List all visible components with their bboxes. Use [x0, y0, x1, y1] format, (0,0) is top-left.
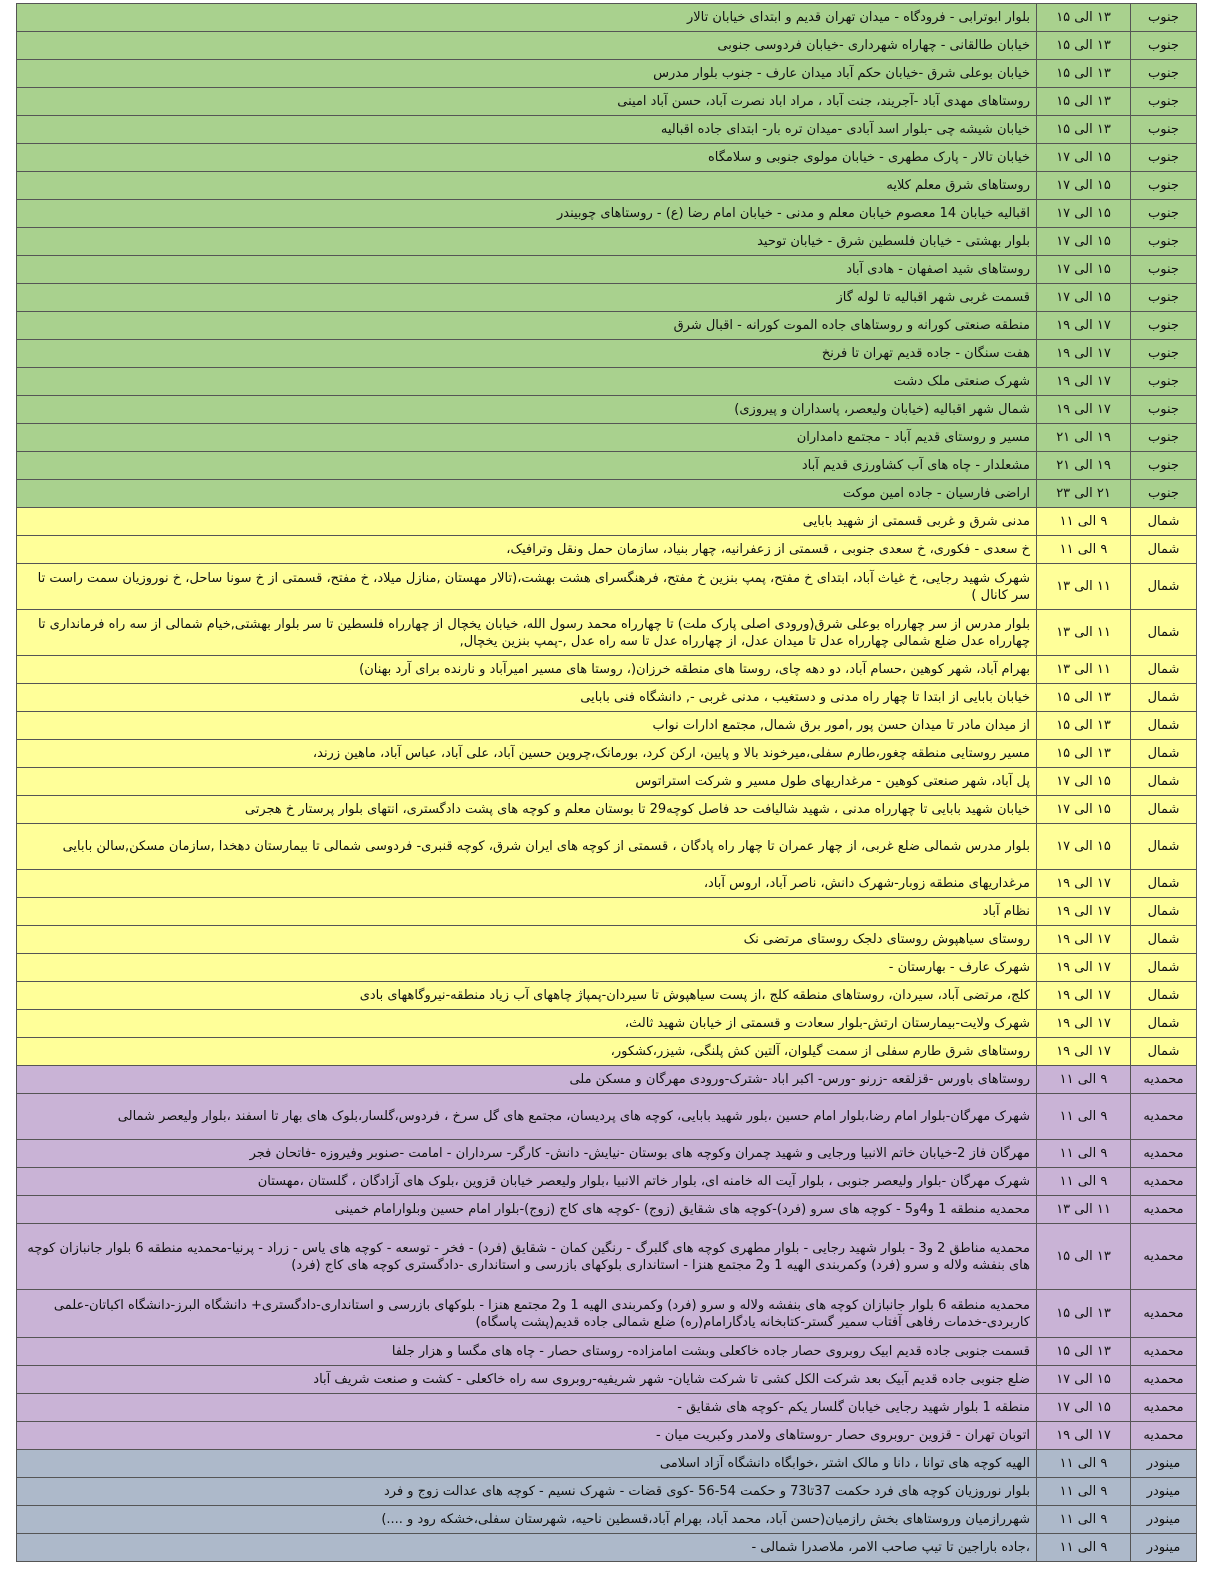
table-row	[17, 200, 1197, 228]
area-cell: شهرک عارف - بهارستان -	[17, 954, 1037, 982]
area-cell: محمدیه منطقه 1 و4و5 - کوچه های سرو (فرد)-کوچه های شقایق (زوج) -کوچه های کاج (زوج)-بلوار امام حسین وبلوارامام خمینی	[17, 1196, 1037, 1224]
time-cell: ۱۳ الی ۱۵	[1037, 60, 1131, 88]
time-cell: ۹ الی ۱۱	[1037, 1066, 1131, 1094]
time-cell: ۱۳ الی ۱۵	[1037, 88, 1131, 116]
area-cell: روستاهای شرق معلم کلایه	[17, 172, 1037, 200]
table-row	[17, 1224, 1197, 1290]
area-cell: قسمت غربی شهر اقبالیه تا لوله گاز	[17, 284, 1037, 312]
table-row	[17, 1366, 1197, 1394]
table-row	[17, 116, 1197, 144]
area-cell: ،جاده باراجین تا تیپ صاحب الامر، ملاصدرا شمالی -	[17, 1534, 1037, 1562]
table-row	[17, 1450, 1197, 1478]
region-cell: مینودر	[1131, 1478, 1197, 1506]
time-cell: ۹ الی ۱۱	[1037, 1478, 1131, 1506]
table-row	[17, 424, 1197, 452]
table-row	[17, 1196, 1197, 1224]
time-cell: ۱۵ الی ۱۷	[1037, 144, 1131, 172]
time-cell: ۱۷ الی ۱۹	[1037, 982, 1131, 1010]
region-cell: محمدیه	[1131, 1366, 1197, 1394]
time-cell: ۱۷ الی ۱۹	[1037, 926, 1131, 954]
time-cell: ۱۷ الی ۱۹	[1037, 340, 1131, 368]
table-row	[17, 340, 1197, 368]
area-cell: روستای سیاهپوش روستای دلجک روستای مرتضی نک	[17, 926, 1037, 954]
area-cell: مرغداریهای منطقه زوبار-شهرک دانش، ناصر آباد، اروس آباد،	[17, 870, 1037, 898]
table-row	[17, 536, 1197, 564]
area-cell: شهرک مهرگان-بلوار امام رضا،بلوار امام حسین ،بلور شهید بابایی، کوچه های پردیسان، مجتمع های گل سرخ ، فردوس،گلسار،بلوک های بهار تا اسفند ،بلوار ولیعصر شمالی	[17, 1094, 1037, 1140]
time-cell: ۹ الی ۱۱	[1037, 1168, 1131, 1196]
table-row	[17, 712, 1197, 740]
region-cell: شمال	[1131, 712, 1197, 740]
table-row	[17, 60, 1197, 88]
region-cell: شمال	[1131, 824, 1197, 870]
region-cell: جنوب	[1131, 424, 1197, 452]
region-cell: شمال	[1131, 1010, 1197, 1038]
area-cell: الهیه کوچه های توانا ، دانا و مالک اشتر ،خوابگاه دانشگاه آزاد اسلامی	[17, 1450, 1037, 1478]
table-row	[17, 1534, 1197, 1562]
time-cell: ۹ الی ۱۱	[1037, 1094, 1131, 1140]
region-cell: جنوب	[1131, 228, 1197, 256]
area-cell: کلج، مرتضی آباد، سیردان، روستاهای منطقه کلج ،از پست سیاهپوش تا سیردان-پمپاژ چاههای آب زیاد منطقه-نیروگاههای بادی	[17, 982, 1037, 1010]
region-cell: شمال	[1131, 740, 1197, 768]
table-row	[17, 1478, 1197, 1506]
region-cell: مینودر	[1131, 1450, 1197, 1478]
region-cell: جنوب	[1131, 480, 1197, 508]
time-cell: ۹ الی ۱۱	[1037, 508, 1131, 536]
time-cell: ۱۵ الی ۱۷	[1037, 824, 1131, 870]
region-cell: جنوب	[1131, 200, 1197, 228]
table-row	[17, 1094, 1197, 1140]
time-cell: ۹ الی ۱۱	[1037, 1450, 1131, 1478]
area-cell: محمدیه مناطق 2 و3 - بلوار شهید رجایی - بلوار مطهری کوچه های گلبرگ - رنگین کمان - شقایق (فرد) - فخر - توسعه - کوچه های یاس - زراد - پرنیا-محمدیه منطقه 6 بلوار جانبازان کوچه های بنفشه ولاله و سرو (فرد) وکمربندی الهیه 1 و2 مجتمع هنزا - استانداری بلوکهای بازرسی و استانداری -دادگستری کوچه های کاج (فرد)	[17, 1224, 1037, 1290]
time-cell: ۱۱ الی ۱۳	[1037, 656, 1131, 684]
time-cell: ۱۳ الی ۱۵	[1037, 1290, 1131, 1338]
table-row	[17, 452, 1197, 480]
area-cell: خیابان بابایی از ابتدا تا چهار راه مدنی و دستغیب ، مدنی غربی -, دانشگاه فنی بابایی	[17, 684, 1037, 712]
area-cell: شهرک شهید رجایی، خ غیاث آباد، ابتدای خ مفتح، پمپ بنزین خ مفتح، فرهنگسرای هشت بهشت،(تالار مهستان ,منازل میلاد، خ مفتح، قسمتی از خ سونا ساحل، خ نوروزیان سمت راست تا سر کانال )	[17, 564, 1037, 610]
outage-schedule-table	[16, 3, 1197, 1562]
table-row	[17, 1168, 1197, 1196]
table-row	[17, 796, 1197, 824]
time-cell: ۱۳ الی ۱۵	[1037, 4, 1131, 32]
area-cell: خیابان بوعلی شرق -خیابان حکم آباد میدان عارف - جنوب بلوار مدرس	[17, 60, 1037, 88]
region-cell: جنوب	[1131, 116, 1197, 144]
table-row	[17, 396, 1197, 424]
region-cell: جنوب	[1131, 256, 1197, 284]
table-row	[17, 768, 1197, 796]
time-cell: ۱۵ الی ۱۷	[1037, 200, 1131, 228]
region-cell: شمال	[1131, 610, 1197, 656]
region-cell: محمدیه	[1131, 1224, 1197, 1290]
area-cell: روستاهای شید اصفهان - هادی آباد	[17, 256, 1037, 284]
time-cell: ۱۷ الی ۱۹	[1037, 898, 1131, 926]
region-cell: محمدیه	[1131, 1168, 1197, 1196]
table-row	[17, 1394, 1197, 1422]
area-cell: شهررازمیان وروستاهای بخش رازمیان(حسن آباد، محمد آباد، بهرام آباد،قسطین ناحیه، شهرستان سفلی،خشکه رود و ....)	[17, 1506, 1037, 1534]
time-cell: ۹ الی ۱۱	[1037, 1140, 1131, 1168]
table-row	[17, 898, 1197, 926]
region-cell: جنوب	[1131, 340, 1197, 368]
area-cell: بلوار نوروزیان کوچه های فرد حکمت 37تا73 و حکمت 54-56 -کوی قضات - شهرک نسیم - کوچه های عدالت زوج و فرد	[17, 1478, 1037, 1506]
time-cell: ۱۷ الی ۱۹	[1037, 368, 1131, 396]
table-row	[17, 740, 1197, 768]
area-cell: نظام آباد	[17, 898, 1037, 926]
table-row	[17, 32, 1197, 60]
region-cell: جنوب	[1131, 284, 1197, 312]
area-cell: اراضی فارسیان - جاده امین موکت	[17, 480, 1037, 508]
time-cell: ۱۵ الی ۱۷	[1037, 228, 1131, 256]
area-cell: خیابان شیشه چی -بلوار اسد آبادی -میدان تره بار- ابتدای جاده اقبالیه	[17, 116, 1037, 144]
area-cell: قسمت جنوبی جاده قدیم ابیک روبروی حصار جاده خاکعلی وبشت امامزاده- روستای حصار - چاه های مگسا و هزار جلفا	[17, 1338, 1037, 1366]
region-cell: شمال	[1131, 870, 1197, 898]
table-row	[17, 564, 1197, 610]
region-cell: شمال	[1131, 536, 1197, 564]
time-cell: ۱۵ الی ۱۷	[1037, 1394, 1131, 1422]
time-cell: ۱۵ الی ۱۷	[1037, 284, 1131, 312]
time-cell: ۱۱ الی ۱۳	[1037, 1196, 1131, 1224]
area-cell: بلوار مدرس شمالی ضلع غربی، از چهار عمران تا چهار راه پادگان ، قسمتی از کوچه های ایران شرق، کوچه قنبری- فردوسی شمالی تا بیمارستان دهخدا ,سازمان مسکن,سالن بابایی	[17, 824, 1037, 870]
table-row	[17, 1066, 1197, 1094]
area-cell: بهرام آباد، شهر کوهین ،حسام آباد، دو دهه چای، روستا های منطقه خرزان(، روستا های مسیر امیرآباد و نارنده برای آرد بهنان)	[17, 656, 1037, 684]
area-cell: اتوبان تهران - قزوین -روبروی حصار -روستاهای ولامدر وکبریت میان -	[17, 1422, 1037, 1450]
table-row	[17, 256, 1197, 284]
table-row	[17, 1140, 1197, 1168]
table-row	[17, 172, 1197, 200]
area-cell: اقبالیه خیابان 14 معصوم خیابان معلم و مدنی - خیابان امام رضا (ع) - روستاهای چوبیندر	[17, 200, 1037, 228]
area-cell: هفت سنگان - جاده قدیم تهران تا فرنخ	[17, 340, 1037, 368]
area-cell: شمال شهر اقبالیه (خیابان ولیعصر، پاسداران و پیروزی)	[17, 396, 1037, 424]
region-cell: شمال	[1131, 954, 1197, 982]
region-cell: جنوب	[1131, 396, 1197, 424]
area-cell: مسیر روستایی منطقه چغور،طارم سفلی،میرخوند بالا و پایین، ارکن کرد، بورمانک،چروین حسین آباد، علی آباد، عباس آباد، ماهین زرند،	[17, 740, 1037, 768]
region-cell: شمال	[1131, 684, 1197, 712]
table-row	[17, 480, 1197, 508]
area-cell: شهرک ولایت-بیمارستان ارتش-بلوار سعادت و قسمتی از خیابان شهید ثالث،	[17, 1010, 1037, 1038]
time-cell: ۱۱ الی ۱۳	[1037, 564, 1131, 610]
area-cell: بلوار مدرس از سر چهارراه بوعلی شرق(ورودی اصلی پارک ملت) تا چهارراه محمد رسول الله، خیابان یخچال از چهارراه فلسطین تا سر بلوار بهشتی,خیام شمالی از سه راه فرمانداری تا چهارراه عدل ضلع شمالی چهارراه عدل تا میدان عدل، از چهارراه عدل تا سه راه عدل ,-پمپ بنزین یخچال,	[17, 610, 1037, 656]
region-cell: جنوب	[1131, 60, 1197, 88]
region-cell: جنوب	[1131, 368, 1197, 396]
area-cell: روستاهای مهدی آباد -آجریند، جنت آباد ، مراد اباد نصرت آباد، حسن آباد امینی	[17, 88, 1037, 116]
time-cell: ۹ الی ۱۱	[1037, 1506, 1131, 1534]
area-cell: بلوار بهشتی - خیابان فلسطین شرق - خیابان توحید	[17, 228, 1037, 256]
region-cell: شمال	[1131, 926, 1197, 954]
region-cell: شمال	[1131, 1038, 1197, 1066]
time-cell: ۱۳ الی ۱۵	[1037, 712, 1131, 740]
area-cell: مسیر و روستای قدیم آباد - مجتمع دامداران	[17, 424, 1037, 452]
region-cell: شمال	[1131, 564, 1197, 610]
table-row	[17, 1010, 1197, 1038]
table-row	[17, 982, 1197, 1010]
time-cell: ۱۱ الی ۱۳	[1037, 610, 1131, 656]
area-cell: شهرک مهرگان -بلوار ولیعصر جنوبی ، بلوار آیت اله خامنه ای، بلوار خاتم الانبیا ،بلوار ولیعصر خیابان قزوین ،بلوک های آزادگان ، گلستان ،مهستان	[17, 1168, 1037, 1196]
area-cell: مشعلدار - چاه های آب کشاورزی قدیم آباد	[17, 452, 1037, 480]
table-row	[17, 4, 1197, 32]
table-row	[17, 1506, 1197, 1534]
time-cell: ۱۳ الی ۱۵	[1037, 740, 1131, 768]
area-cell: مهرگان فاز 2-خیابان خاتم الانبیا ورجایی و شهید چمران وکوچه های بوستان -نیایش- دانش- کارگر- سرداران - امامت -صنوبر وفیروزه -فاتحان فجر	[17, 1140, 1037, 1168]
region-cell: جنوب	[1131, 4, 1197, 32]
area-cell: خیابان شهید بابایی تا چهارراه مدنی ، شهید شالیافت حد فاصل کوچه29 تا بوستان معلم و کوچه های پشت دادگستری، انتهای بلوار پرستار خ هجرتی	[17, 796, 1037, 824]
time-cell: ۱۹ الی ۲۱	[1037, 424, 1131, 452]
area-cell: ضلع جنوبی جاده قدیم آبیک بعد شرکت الکل کشی تا شرکت شایان- شهر شریفیه-روبروی سه راه خاکعلی - کشت و صنعت شریف آباد	[17, 1366, 1037, 1394]
region-cell: جنوب	[1131, 452, 1197, 480]
time-cell: ۱۵ الی ۱۷	[1037, 1366, 1131, 1394]
schedule-rows	[17, 4, 1197, 1562]
time-cell: ۱۳ الی ۱۵	[1037, 1338, 1131, 1366]
time-cell: ۱۵ الی ۱۷	[1037, 768, 1131, 796]
time-cell: ۱۵ الی ۱۷	[1037, 172, 1131, 200]
region-cell: جنوب	[1131, 144, 1197, 172]
area-cell: منطقه صنعتی کورانه و روستاهای جاده الموت کورانه - اقبال شرق	[17, 312, 1037, 340]
region-cell: محمدیه	[1131, 1338, 1197, 1366]
region-cell: مینودر	[1131, 1534, 1197, 1562]
region-cell: محمدیه	[1131, 1066, 1197, 1094]
area-cell: محمدیه منطقه 6 بلوار جانبازان کوچه های بنفشه ولاله و سرو (فرد) وکمربندی الهیه 1 و2 مجتمع هنزا - بلوکهای بازرسی و استانداری-دادگستری+ دانشگاه البرز-دانشگاه اکباتان-علمی کاربردی-خدمات رفاهی آفتاب سمیر گستر-کتابخانه یادگارامام(ره) ضلع شمالی جاده قدیم(پشت پاسگاه)	[17, 1290, 1037, 1338]
time-cell: ۱۷ الی ۱۹	[1037, 312, 1131, 340]
region-cell: محمدیه	[1131, 1422, 1197, 1450]
table-row	[17, 824, 1197, 870]
time-cell: ۱۳ الی ۱۵	[1037, 116, 1131, 144]
table-row	[17, 144, 1197, 172]
time-cell: ۱۳ الی ۱۵	[1037, 684, 1131, 712]
region-cell: مینودر	[1131, 1506, 1197, 1534]
time-cell: ۱۷ الی ۱۹	[1037, 396, 1131, 424]
region-cell: شمال	[1131, 508, 1197, 536]
region-cell: شمال	[1131, 656, 1197, 684]
time-cell: ۲۱ الی ۲۳	[1037, 480, 1131, 508]
time-cell: ۱۷ الی ۱۹	[1037, 1422, 1131, 1450]
time-cell: ۱۵ الی ۱۷	[1037, 256, 1131, 284]
area-cell: خیابان طالقانی - چهاراه شهرداری -خیابان فردوسی جنوبی	[17, 32, 1037, 60]
region-cell: شمال	[1131, 796, 1197, 824]
time-cell: ۱۵ الی ۱۷	[1037, 796, 1131, 824]
area-cell: روستاهای باورس -قزلقعه -زرنو -ورس- اکبر اباد -شترک-ورودی مهرگان و مسکن ملی	[17, 1066, 1037, 1094]
area-cell: شهرک صنعتی ملک دشت	[17, 368, 1037, 396]
time-cell: ۱۳ الی ۱۵	[1037, 1224, 1131, 1290]
outage-schedule-sheet	[16, 3, 1197, 1562]
area-cell: روستاهای شرق طارم سفلی از سمت گیلوان، آلتین کش پلنگی، شیزر،کشکور،	[17, 1038, 1037, 1066]
table-row	[17, 1290, 1197, 1338]
area-cell: پل آباد، شهر صنعتی کوهین - مرغداریهای طول مسیر و شرکت استراتوس	[17, 768, 1037, 796]
table-row	[17, 88, 1197, 116]
region-cell: محمدیه	[1131, 1290, 1197, 1338]
time-cell: ۱۹ الی ۲۱	[1037, 452, 1131, 480]
region-cell: محمدیه	[1131, 1094, 1197, 1140]
table-row	[17, 508, 1197, 536]
table-row	[17, 926, 1197, 954]
area-cell: خ سعدی - فکوری، خ سعدی جنوبی ، قسمتی از زعفرانیه، چهار بنیاد، سازمان حمل ونقل وترافیک،	[17, 536, 1037, 564]
region-cell: شمال	[1131, 768, 1197, 796]
table-row	[17, 228, 1197, 256]
region-cell: جنوب	[1131, 32, 1197, 60]
time-cell: ۱۷ الی ۱۹	[1037, 954, 1131, 982]
table-row	[17, 870, 1197, 898]
area-cell: بلوار ابوترابی - فرودگاه - میدان تهران قدیم و ابتدای خیابان تالار	[17, 4, 1037, 32]
region-cell: جنوب	[1131, 88, 1197, 116]
time-cell: ۱۷ الی ۱۹	[1037, 1038, 1131, 1066]
table-row	[17, 684, 1197, 712]
region-cell: محمدیه	[1131, 1140, 1197, 1168]
region-cell: محمدیه	[1131, 1394, 1197, 1422]
table-row	[17, 954, 1197, 982]
region-cell: شمال	[1131, 898, 1197, 926]
time-cell: ۱۷ الی ۱۹	[1037, 870, 1131, 898]
region-cell: جنوب	[1131, 312, 1197, 340]
table-row	[17, 368, 1197, 396]
table-row	[17, 1422, 1197, 1450]
area-cell: منطقه 1 بلوار شهید رجایی خیابان گلسار یکم -کوچه های شقایق -	[17, 1394, 1037, 1422]
table-row	[17, 1038, 1197, 1066]
time-cell: ۹ الی ۱۱	[1037, 1534, 1131, 1562]
table-row	[17, 1338, 1197, 1366]
area-cell: از میدان مادر تا میدان حسن پور ,امور برق شمال, مجتمع ادارات نواب	[17, 712, 1037, 740]
time-cell: ۱۷ الی ۱۹	[1037, 1010, 1131, 1038]
table-row	[17, 610, 1197, 656]
table-row	[17, 656, 1197, 684]
area-cell: مدنی شرق و غربی قسمتی از شهید بابایی	[17, 508, 1037, 536]
table-row	[17, 284, 1197, 312]
region-cell: شمال	[1131, 982, 1197, 1010]
time-cell: ۹ الی ۱۱	[1037, 536, 1131, 564]
region-cell: محمدیه	[1131, 1196, 1197, 1224]
table-row	[17, 312, 1197, 340]
area-cell: خیابان تالار - پارک مطهری - خیابان مولوی جنوبی و سلامگاه	[17, 144, 1037, 172]
region-cell: جنوب	[1131, 172, 1197, 200]
time-cell: ۱۳ الی ۱۵	[1037, 32, 1131, 60]
